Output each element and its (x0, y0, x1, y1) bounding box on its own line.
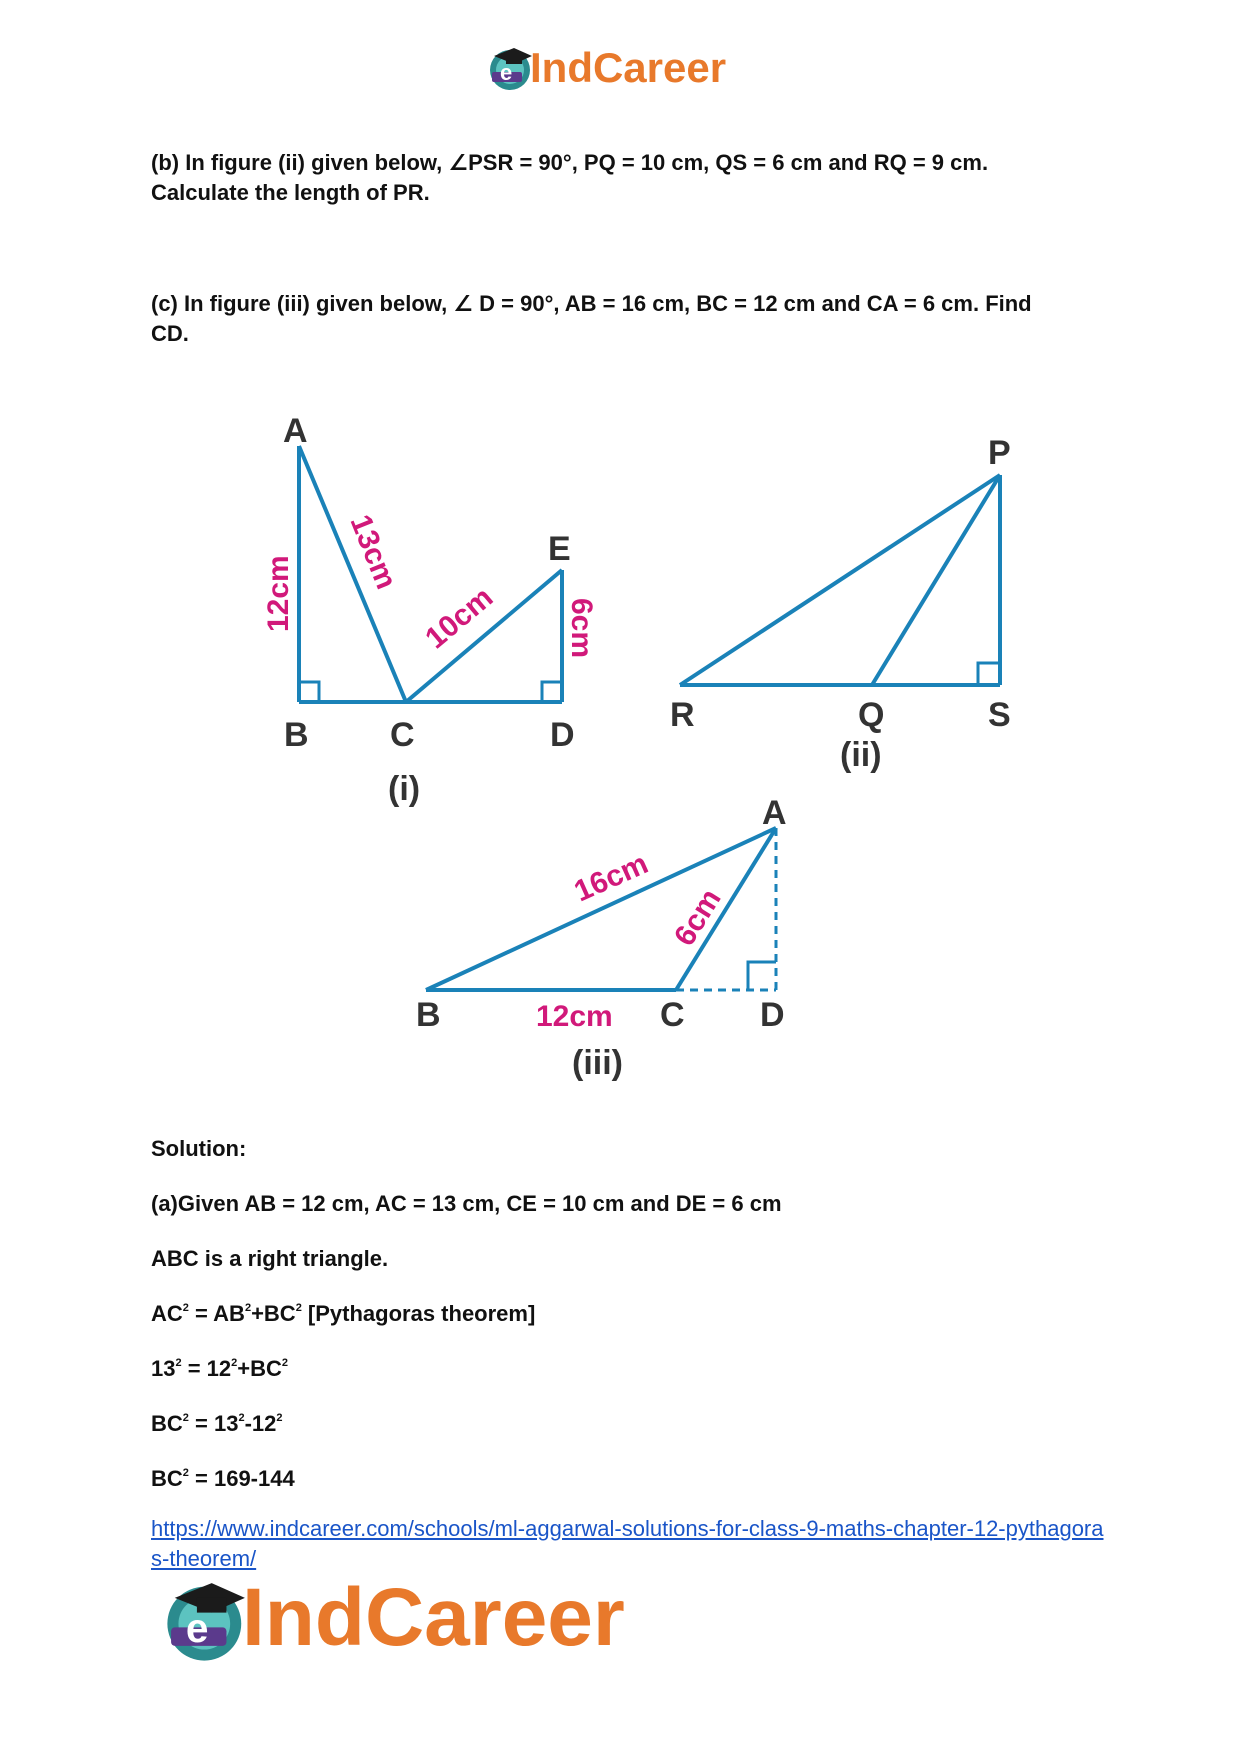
svg-text:e: e (500, 60, 513, 85)
svg-text:e: e (185, 1605, 209, 1652)
segment-ab (426, 828, 776, 990)
solution-given: (a)Given AB = 12 cm, AC = 13 cm, CE = 10 cm and DE = 6 cm (151, 1191, 782, 1216)
footer-source-link[interactable]: https://www.indcareer.com/schools/ml-aggarwal-solutions-for-class-9-maths-chapter-12-pythagoras-theorem/ (151, 1516, 1104, 1571)
right-angle-d (542, 682, 562, 702)
fig2-label-r: R (670, 696, 695, 734)
right-angle-d (748, 962, 776, 990)
question-b-line2: Calculate the length of PR. (151, 180, 430, 205)
question-b-line1: (b) In figure (ii) given below, ∠PSR = 90°, PQ = 10 cm, QS = 6 cm and RQ = 9 cm. (151, 150, 989, 175)
fig1-length-ab: 12cm (262, 555, 295, 632)
fig3-label-d: D (760, 996, 785, 1034)
fig1-length-de: 6cm (565, 598, 598, 659)
fig3-caption: (iii) (572, 1044, 623, 1082)
solution-step-4: $BC^2 = 169-144$ (151, 1466, 295, 1491)
footer-logo-text: IndCareer (242, 1572, 625, 1663)
right-angle-s (978, 663, 1000, 685)
fig3-label-c: C (660, 996, 685, 1034)
figure-iii (426, 828, 776, 990)
question-c-line1: (c) In figure (iii) given below, ∠ D = 90°, AB = 16 cm, BC = 12 cm and CA = 6 cm. Find (151, 291, 1032, 316)
fig1-label-c: C (390, 716, 415, 754)
fig1-label-b: B (284, 716, 309, 754)
solution-step-2: $13^2 = 12^2+BC^2$ (151, 1356, 289, 1381)
right-angle-b (299, 682, 319, 702)
segment-pq (872, 475, 1000, 685)
logo-text: IndCareer (530, 44, 727, 91)
fig3-length-ab: 16cm (569, 847, 653, 909)
fig3-length-bc: 12cm (536, 1000, 613, 1033)
fig2-label-p: P (988, 434, 1011, 472)
footer-logo (160, 1572, 720, 1668)
fig3-label-b: B (416, 996, 441, 1034)
fig1-length-ce: 10cm (419, 580, 500, 656)
fig1-label-d: D (550, 716, 575, 754)
fig1-caption: (i) (388, 770, 421, 808)
fig1-label-e: E (548, 530, 571, 568)
question-c-line2: CD. (151, 321, 189, 346)
fig1-length-ac: 13cm (343, 510, 403, 594)
fig2-label-q: Q (858, 696, 885, 734)
segment-pr (680, 475, 1000, 685)
solution-heading: Solution: (151, 1136, 247, 1161)
fig3-length-ca: 6cm (667, 883, 728, 952)
fig2-caption: (ii) (840, 736, 882, 774)
fig1-label-a: A (283, 412, 308, 450)
fig2-label-s: S (988, 696, 1011, 734)
solution-step-1: $AC^2 = AB^2+BC^2$ [Pythagoras theorem] (151, 1301, 536, 1326)
solution-step-3: $BC^2 = 13^2-12^2$ (151, 1411, 283, 1436)
figure-i (299, 446, 562, 702)
solution-right-triangle: ABC is a right triangle. (151, 1246, 389, 1271)
figure-ii (680, 475, 1000, 685)
fig3-label-a: A (762, 794, 787, 832)
